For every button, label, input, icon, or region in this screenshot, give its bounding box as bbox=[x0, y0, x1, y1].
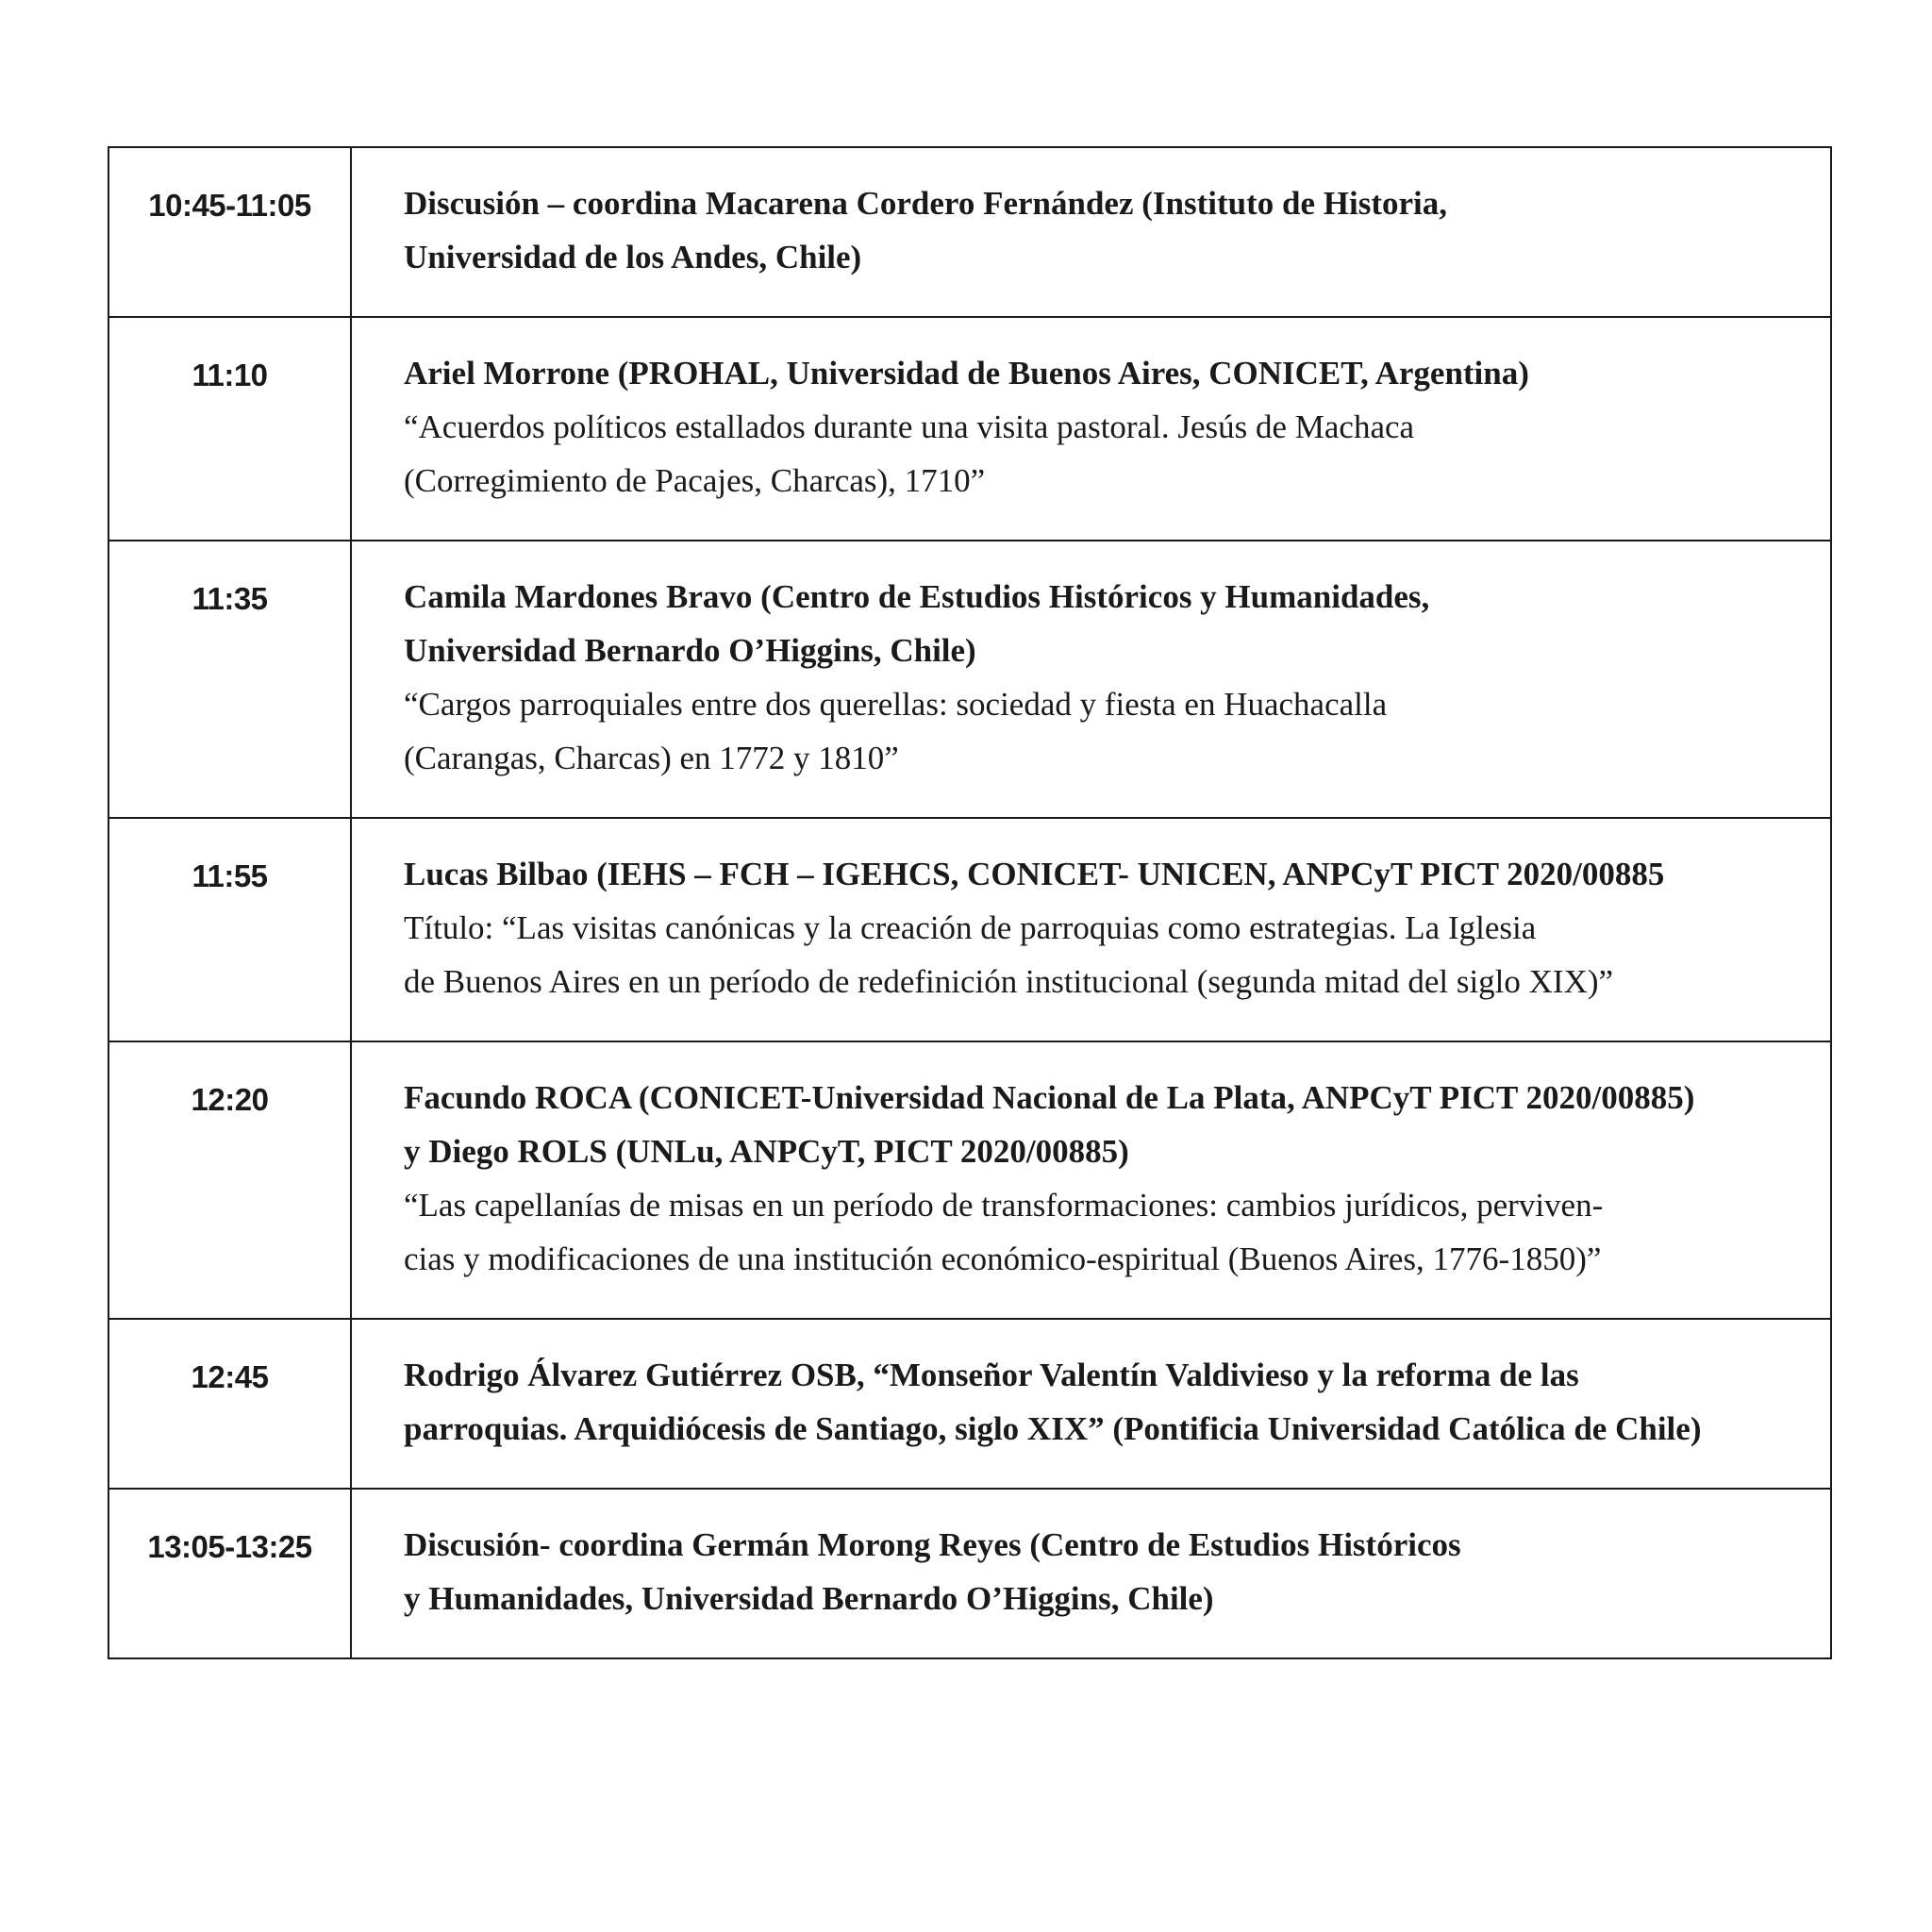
speaker-line: Rodrigo Álvarez Gutiérrez OSB, “Monseñor Valentín Valdivieso y la reforma de las bbox=[404, 1357, 1579, 1393]
talk-title-line: (Carangas, Charcas) en 1772 y 1810” bbox=[404, 740, 899, 776]
session-cell bbox=[351, 147, 1831, 317]
session-line: Discusión- coordina Germán Morong Reyes (Centro de Estudios Históricos bbox=[404, 1526, 1461, 1563]
schedule-table bbox=[108, 146, 1832, 1659]
speaker-line: Lucas Bilbao (IEHS – FCH – IGEHCS, CONICET- UNICEN, ANPCyT PICT 2020/00885 bbox=[404, 856, 1665, 892]
time-cell: 11:35 bbox=[108, 541, 351, 818]
speaker-line: Facundo ROCA (CONICET-Universidad Nacional de La Plata, ANPCyT PICT 2020/00885) bbox=[404, 1079, 1695, 1116]
talk-title-line: de Buenos Aires en un período de redefinición institucional (segunda mitad del siglo XIX)” bbox=[404, 963, 1614, 1000]
table-row bbox=[108, 1319, 1831, 1489]
speaker-line: Ariel Morrone (PROHAL, Universidad de Buenos Aires, CONICET, Argentina) bbox=[404, 355, 1529, 391]
talk-title-line: “Las capellanías de misas en un período de transformaciones: cambios jurídicos, perviven- bbox=[404, 1187, 1604, 1224]
schedule-body bbox=[108, 147, 1831, 1658]
table-row bbox=[108, 541, 1831, 818]
table-row bbox=[108, 818, 1831, 1041]
talk-title-line: Título: “Las visitas canónicas y la creación de parroquias como estrategias. La Iglesia bbox=[404, 909, 1537, 946]
table-row bbox=[108, 147, 1831, 317]
speaker-line: Universidad Bernardo O’Higgins, Chile) bbox=[404, 632, 976, 669]
table-row bbox=[108, 1041, 1831, 1319]
speaker-line: parroquias. Arquidiócesis de Santiago, siglo XIX” (Pontificia Universidad Católica de Chile) bbox=[404, 1410, 1702, 1447]
time-cell: 10:45-11:05 bbox=[108, 147, 351, 317]
time-cell: 13:05-13:25 bbox=[108, 1489, 351, 1658]
time-cell: 12:20 bbox=[108, 1041, 351, 1319]
time-cell: 11:10 bbox=[108, 317, 351, 541]
table-row bbox=[108, 317, 1831, 541]
talk-title-line: (Corregimiento de Pacajes, Charcas), 1710” bbox=[404, 462, 986, 499]
speaker-line: y Diego ROLS (UNLu, ANPCyT, PICT 2020/00885) bbox=[404, 1133, 1129, 1170]
session-cell bbox=[351, 317, 1831, 541]
session-line: y Humanidades, Universidad Bernardo O’Higgins, Chile) bbox=[404, 1580, 1214, 1617]
session-cell bbox=[351, 1489, 1831, 1658]
table-row bbox=[108, 1489, 1831, 1658]
talk-title-line: “Acuerdos políticos estallados durante una visita pastoral. Jesús de Machaca bbox=[404, 408, 1415, 445]
session-cell bbox=[351, 541, 1831, 818]
session-line: Discusión – coordina Macarena Cordero Fernández (Instituto de Historia, bbox=[404, 185, 1448, 222]
session-cell bbox=[351, 818, 1831, 1041]
session-cell bbox=[351, 1319, 1831, 1489]
talk-title-line: cias y modificaciones de una institución económico-espiritual (Buenos Aires, 1776-1850)” bbox=[404, 1241, 1602, 1277]
speaker-line: Camila Mardones Bravo (Centro de Estudios Históricos y Humanidades, bbox=[404, 578, 1430, 615]
session-line: Universidad de los Andes, Chile) bbox=[404, 239, 862, 275]
time-cell: 11:55 bbox=[108, 818, 351, 1041]
talk-title-line: “Cargos parroquiales entre dos querellas: sociedad y fiesta en Huachacalla bbox=[404, 686, 1388, 723]
time-cell: 12:45 bbox=[108, 1319, 351, 1489]
session-cell bbox=[351, 1041, 1831, 1319]
